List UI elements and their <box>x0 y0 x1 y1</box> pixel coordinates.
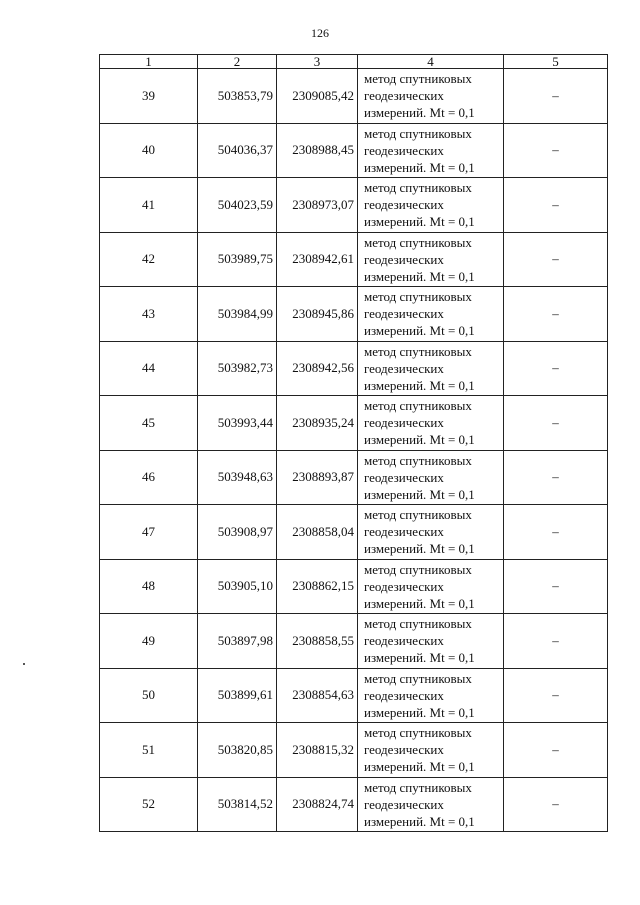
method-line: измерений. Mt = 0,1 <box>364 105 475 121</box>
method-line: геодезических <box>364 88 444 104</box>
method-line: метод спутниковых <box>364 125 472 141</box>
table-row <box>100 178 608 233</box>
point-number-cell: 41 <box>100 178 198 233</box>
point-number-cell: 51 <box>100 723 198 778</box>
method-line: геодезических <box>364 142 444 158</box>
coordinates-table <box>99 54 608 832</box>
note-cell: – <box>504 505 608 560</box>
table-row <box>100 396 608 451</box>
table-row <box>100 777 608 832</box>
method-cell <box>358 723 504 778</box>
method-line: метод спутниковых <box>364 289 472 305</box>
method-line: измерений. Mt = 0,1 <box>364 595 475 611</box>
method-line: геодезических <box>364 360 444 376</box>
x-coordinate-cell: 503984,99 <box>198 287 277 342</box>
method-line: геодезических <box>364 633 444 649</box>
method-line: геодезических <box>364 197 444 213</box>
method-line: измерений. Mt = 0,1 <box>364 650 475 666</box>
y-coordinate-cell: 2308942,61 <box>277 232 358 287</box>
y-coordinate-cell: 2308862,15 <box>277 559 358 614</box>
point-number-cell: 44 <box>100 341 198 396</box>
method-cell <box>358 396 504 451</box>
method-line: геодезических <box>364 306 444 322</box>
method-line: измерений. Mt = 0,1 <box>364 759 475 775</box>
point-number-cell: 45 <box>100 396 198 451</box>
y-coordinate-cell: 2308854,63 <box>277 668 358 723</box>
method-cell <box>358 69 504 124</box>
x-coordinate-cell: 503908,97 <box>198 505 277 560</box>
method-line: метод спутниковых <box>364 398 472 414</box>
method-line: метод спутниковых <box>364 343 472 359</box>
y-coordinate-cell: 2308893,87 <box>277 450 358 505</box>
y-coordinate-cell: 2308942,56 <box>277 341 358 396</box>
note-cell: – <box>504 396 608 451</box>
header-col-1: 1 <box>100 55 198 69</box>
method-line: метод спутниковых <box>364 234 472 250</box>
method-line: геодезических <box>364 524 444 540</box>
method-cell <box>358 123 504 178</box>
method-cell <box>358 505 504 560</box>
method-line: геодезических <box>364 415 444 431</box>
header-col-4: 4 <box>358 55 504 69</box>
x-coordinate-cell: 503897,98 <box>198 614 277 669</box>
table-row <box>100 232 608 287</box>
method-line: геодезических <box>364 578 444 594</box>
method-cell <box>358 232 504 287</box>
x-coordinate-cell: 503982,73 <box>198 341 277 396</box>
y-coordinate-cell: 2308858,04 <box>277 505 358 560</box>
method-line: измерений. Mt = 0,1 <box>364 704 475 720</box>
method-line: измерений. Mt = 0,1 <box>364 159 475 175</box>
note-cell: – <box>504 614 608 669</box>
method-line: измерений. Mt = 0,1 <box>364 214 475 230</box>
method-cell <box>358 559 504 614</box>
method-cell <box>358 777 504 832</box>
note-cell: – <box>504 723 608 778</box>
point-number-cell: 50 <box>100 668 198 723</box>
note-cell: – <box>504 287 608 342</box>
header-col-3: 3 <box>277 55 358 69</box>
method-line: геодезических <box>364 796 444 812</box>
method-line: метод спутниковых <box>364 561 472 577</box>
header-col-5: 5 <box>504 55 608 69</box>
method-line: метод спутниковых <box>364 725 472 741</box>
table-row <box>100 668 608 723</box>
table-row <box>100 505 608 560</box>
x-coordinate-cell: 503948,63 <box>198 450 277 505</box>
table-body <box>100 69 608 832</box>
point-number-cell: 49 <box>100 614 198 669</box>
method-line: метод спутниковых <box>364 180 472 196</box>
table-row <box>100 123 608 178</box>
y-coordinate-cell: 2309085,42 <box>277 69 358 124</box>
method-line: геодезических <box>364 251 444 267</box>
x-coordinate-cell: 503899,61 <box>198 668 277 723</box>
method-line: метод спутниковых <box>364 616 472 632</box>
x-coordinate-cell: 503814,52 <box>198 777 277 832</box>
note-cell: – <box>504 559 608 614</box>
method-cell <box>358 287 504 342</box>
table-row <box>100 559 608 614</box>
note-cell: – <box>504 668 608 723</box>
note-cell: – <box>504 450 608 505</box>
method-cell <box>358 614 504 669</box>
table-row <box>100 723 608 778</box>
y-coordinate-cell: 2308945,86 <box>277 287 358 342</box>
page-number: 126 <box>311 26 329 40</box>
note-cell: – <box>504 341 608 396</box>
x-coordinate-cell: 503853,79 <box>198 69 277 124</box>
y-coordinate-cell: 2308988,45 <box>277 123 358 178</box>
note-cell: – <box>504 123 608 178</box>
x-coordinate-cell: 504036,37 <box>198 123 277 178</box>
method-line: геодезических <box>364 469 444 485</box>
method-line: метод спутниковых <box>364 670 472 686</box>
point-number-cell: 40 <box>100 123 198 178</box>
table-row <box>100 69 608 124</box>
header-col-2: 2 <box>198 55 277 69</box>
method-line: геодезических <box>364 742 444 758</box>
x-coordinate-cell: 503820,85 <box>198 723 277 778</box>
method-line: метод спутниковых <box>364 507 472 523</box>
point-number-cell: 47 <box>100 505 198 560</box>
method-cell <box>358 178 504 233</box>
method-cell <box>358 668 504 723</box>
note-cell: – <box>504 178 608 233</box>
y-coordinate-cell: 2308973,07 <box>277 178 358 233</box>
method-line: измерений. Mt = 0,1 <box>364 323 475 339</box>
y-coordinate-cell: 2308935,24 <box>277 396 358 451</box>
table-row <box>100 450 608 505</box>
point-number-cell: 43 <box>100 287 198 342</box>
method-cell <box>358 341 504 396</box>
x-coordinate-cell: 503905,10 <box>198 559 277 614</box>
method-line: измерений. Mt = 0,1 <box>364 268 475 284</box>
y-coordinate-cell: 2308824,74 <box>277 777 358 832</box>
table-row <box>100 287 608 342</box>
method-line: метод спутниковых <box>364 71 472 87</box>
note-cell: – <box>504 777 608 832</box>
method-line: метод спутниковых <box>364 452 472 468</box>
y-coordinate-cell: 2308815,32 <box>277 723 358 778</box>
point-number-cell: 42 <box>100 232 198 287</box>
header-row <box>100 55 608 69</box>
method-line: геодезических <box>364 687 444 703</box>
point-number-cell: 39 <box>100 69 198 124</box>
method-line: метод спутниковых <box>364 779 472 795</box>
method-line: измерений. Mt = 0,1 <box>364 377 475 393</box>
x-coordinate-cell: 503989,75 <box>198 232 277 287</box>
table-row <box>100 341 608 396</box>
method-line: измерений. Mt = 0,1 <box>364 486 475 502</box>
note-cell: – <box>504 232 608 287</box>
point-number-cell: 52 <box>100 777 198 832</box>
point-number-cell: 48 <box>100 559 198 614</box>
note-cell: – <box>504 69 608 124</box>
x-coordinate-cell: 503993,44 <box>198 396 277 451</box>
x-coordinate-cell: 504023,59 <box>198 178 277 233</box>
method-line: измерений. Mt = 0,1 <box>364 813 475 829</box>
method-cell <box>358 450 504 505</box>
margin-mark <box>23 663 25 665</box>
table-header <box>100 55 608 69</box>
y-coordinate-cell: 2308858,55 <box>277 614 358 669</box>
method-line: измерений. Mt = 0,1 <box>364 541 475 557</box>
method-line: измерений. Mt = 0,1 <box>364 432 475 448</box>
table-row <box>100 614 608 669</box>
point-number-cell: 46 <box>100 450 198 505</box>
